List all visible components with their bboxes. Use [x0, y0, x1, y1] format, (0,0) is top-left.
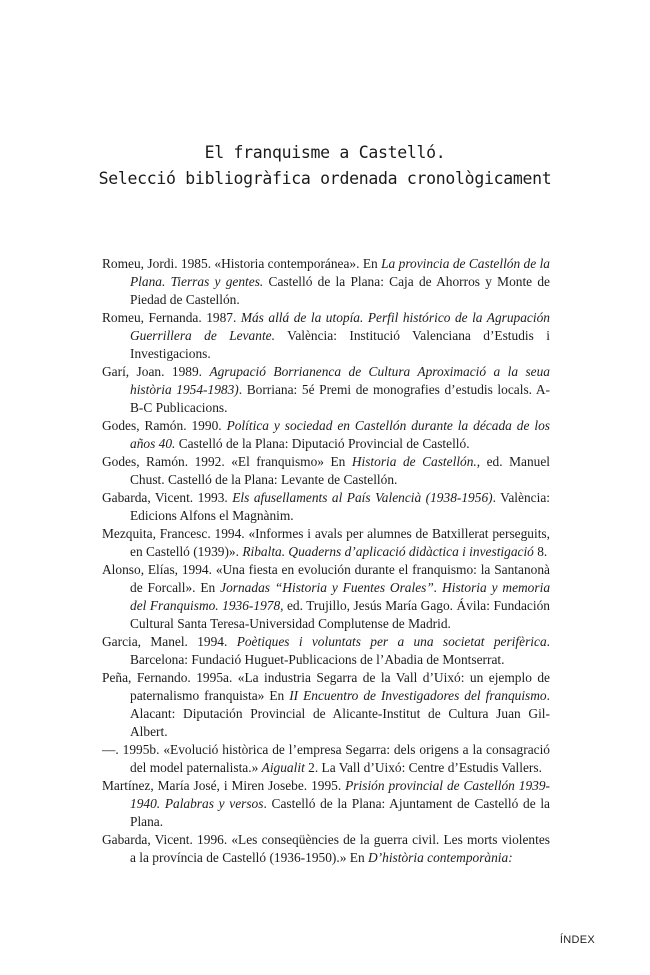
entry-title-italic: Prisión provincial de Castellón 1939-1940. Palabras y versos	[130, 778, 550, 811]
entry-title-italic: II Encuentro de Investigadores del franquismo	[289, 688, 547, 703]
entry-text: 2. La Vall d’Uixó: Centre d’Estudis Vallers.	[304, 760, 542, 775]
entry-title-italic: Aigualit	[261, 760, 305, 775]
bibliography-entry	[102, 741, 550, 777]
entry-title-italic: La provincia de Castellón de la Plana. Tierras y gentes.	[130, 256, 550, 289]
entry-text: Romeu, Fernanda. 1987.	[102, 310, 241, 325]
entry-text: Godes, Ramón. 1992. «El franquismo» En	[102, 454, 352, 469]
bibliography-entry	[102, 363, 550, 417]
title-line-2: Selecció bibliogràfica ordenada cronològicament	[98, 169, 552, 188]
entry-title-italic: Jornadas “Historia y Fuentes Orales”. Historia y memoria del Franquismo. 1936-1978	[130, 580, 551, 613]
title-line-1: El franquisme a Castelló.	[204, 143, 446, 162]
entry-text: . València: Edicions Alfons el Magnànim.	[130, 490, 550, 523]
entry-text: Castelló de la Plana: Caja de Ahorros y Monte de Piedad de Castellón.	[130, 274, 551, 307]
bibliography-entry	[102, 453, 550, 489]
bibliography-entry	[102, 309, 550, 363]
entry-text: València: Institució Valenciana d’Estudis i Investigacions.	[130, 328, 550, 361]
bibliography-entry	[102, 669, 550, 741]
entry-title-italic: D’història contemporània:	[368, 850, 513, 865]
entry-text: Garcia, Manel. 1994.	[102, 634, 237, 649]
entry-title-italic: Más allá de la utopía. Perfil histórico de la Agrupación Guerrillera de Levante.	[130, 310, 550, 343]
entry-text: —. 1995b. «Evolució històrica de l’empresa Segarra: dels origens a la consagració del model paternalista.»	[102, 742, 550, 775]
entry-text: . Barcelona: Fundació Huguet-Publicacions de l’Abadia de Montserrat.	[130, 634, 551, 667]
entry-title-italic: Agrupació Borrianenca de Cultura Aproximació a la seua història 1954-1983)	[130, 364, 550, 397]
bibliography-entry	[102, 831, 550, 867]
entry-title-italic: Ribalta. Quaderns d’aplicació didàctica i investigació	[242, 544, 534, 559]
bibliography-entry	[102, 633, 550, 669]
entry-text: Peña, Fernando. 1995a. «La industria Segarra de la Vall d’Uixó: un ejemplo de paternalismo franquista» En	[102, 670, 550, 703]
entry-text: Gabarda, Vicent. 1996. «Les conseqüències de la guerra civil. Les morts violentes a la província de Castelló (1936-1950).» En	[102, 832, 550, 865]
entry-text: , ed. Manuel Chust. Castelló de la Plana: Levante de Castellón.	[130, 454, 550, 487]
bibliography-list	[102, 255, 550, 867]
entry-title-italic: Historia de Castellón.	[351, 454, 477, 469]
entry-text: Alonso, Elías, 1994. «Una fiesta en evolución durante el franquismo: la Santanonà de Forcall». En	[102, 562, 550, 595]
entry-text: Garí, Joan. 1989.	[102, 364, 210, 379]
index-link[interactable]: ÍNDEX	[559, 934, 595, 946]
entry-text: Mezquita, Francesc. 1994. «Informes i avals per alumnes de Batxillerat perseguits, en Castelló (1939)».	[102, 526, 550, 559]
entry-text: Romeu, Jordi. 1985. «Historia contemporánea». En	[102, 256, 382, 271]
entry-text: . Alacant: Diputación Provincial de Alicante-Institut de Cultura Juan Gil-Albert.	[130, 688, 550, 739]
bibliography-entry	[102, 561, 550, 633]
entry-text: , ed. Trujillo, Jesús María Gago. Ávila: Fundación Cultural Santa Teresa-Universidad Complutense de Madrid.	[130, 598, 550, 631]
entry-text: Gabarda, Vicent. 1993.	[102, 490, 233, 505]
entry-title-italic: Política y sociedad en Castellón durante la década de los años 40.	[130, 418, 550, 451]
bibliography-entry	[102, 489, 550, 525]
bibliography-entry	[102, 255, 550, 309]
entry-text: Godes, Ramón. 1990.	[102, 418, 227, 433]
entry-text: . Castelló de la Plana: Ajuntament de Castelló de la Plana.	[130, 796, 550, 829]
entry-text: 8.	[533, 544, 548, 559]
entry-text: . Borriana: 5é Premi de monografies d’estudis locals. A-B-C Publicacions.	[130, 382, 551, 415]
entry-text: Martínez, María José, i Miren Josebe. 1995.	[102, 778, 346, 793]
entry-title-italic: Els afusellaments al País Valencià (1938-1956)	[232, 490, 493, 505]
bibliography-entry	[102, 417, 550, 453]
page-title	[0, 140, 650, 192]
entry-title-italic: Poètiques i voluntats per a una societat perifèrica	[236, 634, 547, 649]
bibliography-entry	[102, 777, 550, 831]
entry-text: Castelló de la Plana: Diputació Provincial de Castelló.	[175, 436, 470, 451]
bibliography-entry	[102, 525, 550, 561]
